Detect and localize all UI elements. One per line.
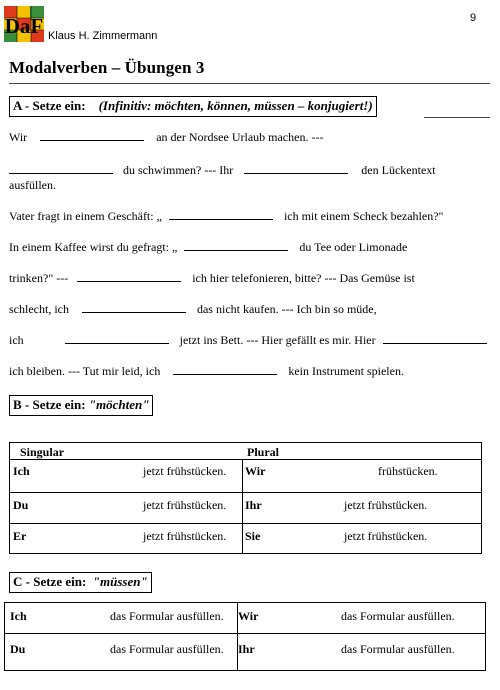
exercise-line: ich bleiben. --- Tut mir leid, ich kein Instrument spielen. (9, 364, 404, 378)
exercise-line: du schwimmen? --- Ihr den Lückentext (9, 163, 436, 177)
answer-blank[interactable] (82, 302, 186, 313)
exercise-line: schlecht, ich das nicht kaufen. --- Ich bin so müde, (9, 302, 377, 316)
answer-blank[interactable] (77, 271, 181, 282)
section-c-verb: "müssen" (92, 574, 148, 589)
answer-blank[interactable] (184, 240, 288, 251)
section-c-label: C - Setze ein: (13, 574, 87, 589)
section-a-label: A - Setze ein: (13, 98, 86, 113)
page-title: Modalverben – Übungen 3 (9, 58, 205, 77)
section-b-verb: "möchten" (88, 397, 150, 412)
table-row (10, 460, 482, 493)
answer-blank[interactable] (244, 163, 348, 174)
section-a-instruction: (Infinitiv: möchten, können, müssen – konjugiert!) (98, 98, 373, 113)
table-row (5, 634, 486, 671)
section-c-heading (9, 572, 152, 593)
table-row (5, 603, 486, 634)
table-cell: Er jetzt frühstücken. (10, 524, 243, 554)
answer-blank[interactable] (65, 333, 169, 344)
exercise-line: In einem Kaffee wirst du gefragt: „ du Tee oder Limonade (9, 240, 408, 254)
table-cell: Wir frühstücken. (243, 460, 482, 493)
answer-blank[interactable] (383, 333, 487, 344)
exercise-line: Wir an der Nordsee Urlaub machen. --- (9, 130, 324, 144)
section-b-label: B - Setze ein: (13, 397, 86, 412)
answer-blank[interactable] (9, 163, 113, 174)
table-row (10, 524, 482, 554)
answer-blank[interactable] (40, 130, 144, 141)
header-plural: Plural (247, 445, 279, 459)
exercise-line: trinken?" --- ich hier telefonieren, bitte? --- Das Gemüse ist (9, 271, 415, 285)
table-cell: Wir das Formular ausfüllen. (238, 603, 486, 634)
table-muessen (4, 602, 486, 671)
table-cell: Ich das Formular ausfüllen. (5, 603, 238, 634)
title-divider (9, 83, 490, 84)
table-cell: Du jetzt frühstücken. (10, 493, 243, 524)
header-singular: Singular (20, 445, 65, 459)
section-a-heading (9, 96, 377, 117)
table-cell: Ihr das Formular ausfüllen. (238, 634, 486, 671)
author-name: Klaus H. Zimmermann (48, 30, 158, 42)
table-header-row (10, 443, 482, 460)
table-cell: Sie jetzt frühstücken. (243, 524, 482, 554)
table-header-cell (10, 443, 482, 460)
exercise-line: Vater fragt in einem Geschäft: „ ich mit einem Scheck bezahlen?" (9, 209, 444, 223)
table-cell: Du das Formular ausfüllen. (5, 634, 238, 671)
page-number: 9 (470, 12, 477, 24)
section-b-heading (9, 395, 153, 416)
table-cell: Ihr jetzt frühstücken. (243, 493, 482, 524)
daf-logo (4, 6, 44, 42)
svg-text:DaF: DaF (4, 14, 44, 38)
answer-blank[interactable] (173, 364, 277, 375)
exercise-line: ich jetzt ins Bett. --- Hier gefällt es mir. Hier (9, 333, 487, 347)
answer-blank[interactable] (169, 209, 273, 220)
table-cell: Ich jetzt frühstücken. (10, 460, 243, 493)
section-a-rule (424, 117, 490, 118)
table-row (10, 493, 482, 524)
exercise-line: ausfüllen. (9, 178, 56, 192)
table-moechten (9, 442, 482, 554)
